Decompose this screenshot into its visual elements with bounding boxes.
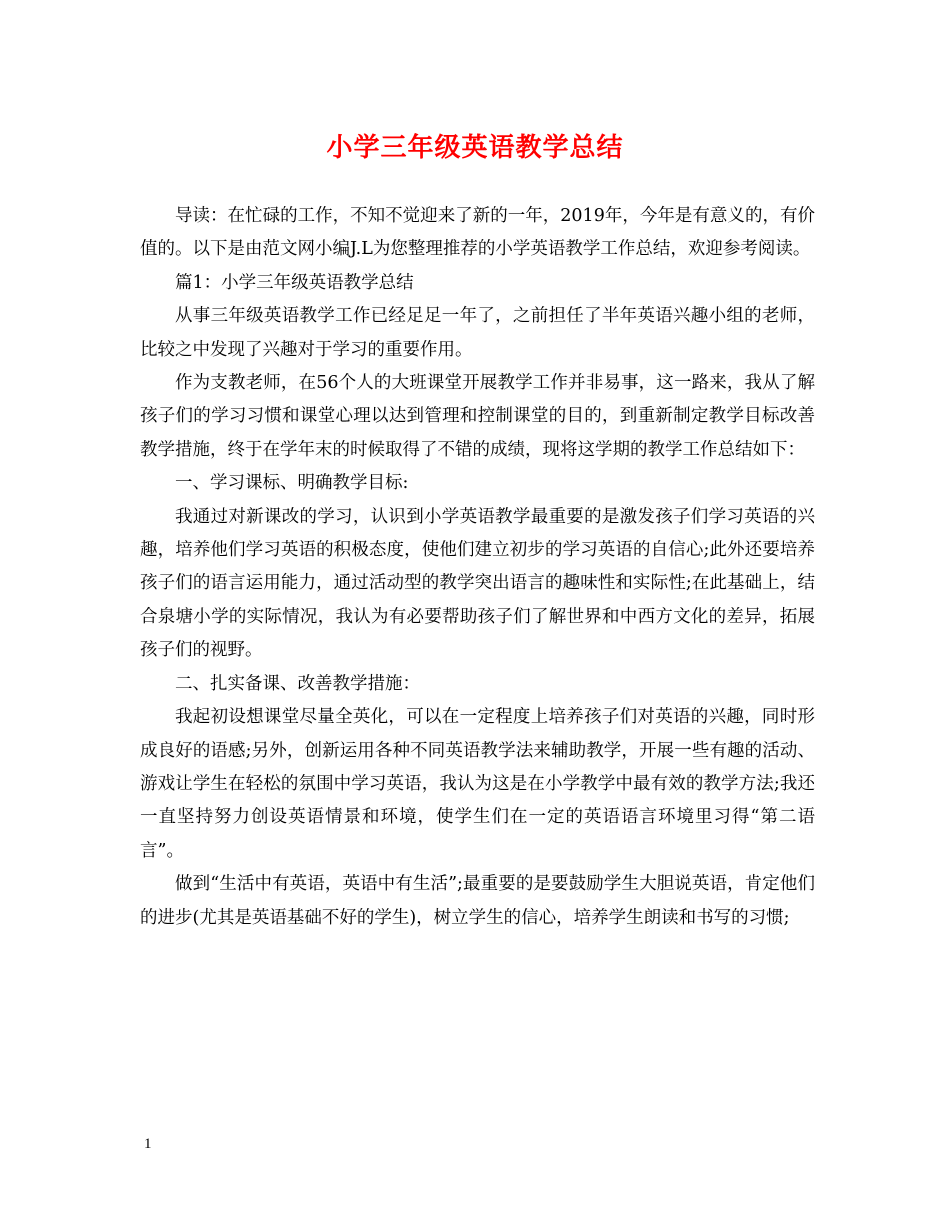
paragraph-chapter-heading: 篇1：小学三年级英语教学总结 <box>175 272 414 293</box>
paragraph-intro: 导读：在忙碌的工作，不知不觉迎来了新的一年，2019年，今年是有意义的，有价值的。以下是由范文网小编J.L为您整理推荐的小学英语教学工作总结，欢迎参考阅读。 <box>140 206 815 260</box>
section-heading-2: 二、扎实备课、改善教学措施： <box>175 673 420 694</box>
section-heading-1: 一、学习课标、明确教学目标: <box>175 473 409 494</box>
paragraph: 我起初设想课堂尽量全英化，可以在一定程度上培养孩子们对英语的兴趣，同时形成良好的语感;另外，创新运用各种不同英语教学法来辅助教学，开展一些有趣的活动、游戏让学生在轻松的氛围中学习英语，我认为这是在小学教学中最有效的教学方法;我还一直坚持努力创设英语情景和环境，使学生们在一定的英语语言环境里习得“第二语言”。 <box>140 707 815 861</box>
paragraph: 从事三年级英语教学工作已经足足一年了，之前担任了半年英语兴趣小组的老师，比较之中发现了兴趣对于学习的重要作用。 <box>140 306 815 360</box>
paragraph: 作为支教老师，在56个人的大班课堂开展教学工作并非易事，这一路来，我从了解孩子们的学习习惯和课堂心理以达到管理和控制课堂的目的，到重新制定教学目标改善教学措施，终于在学年末的时候取得了不错的成绩，现将这学期的教学工作总结如下： <box>140 373 815 460</box>
document-body <box>140 200 815 935</box>
page-number: 1 <box>144 1136 152 1152</box>
document-title: 小学三年级英语教学总结 <box>326 133 624 163</box>
paragraph: 我通过对新课改的学习，认识到小学英语教学最重要的是激发孩子们学习英语的兴趣，培养他们学习英语的积极态度，使他们建立初步的学习英语的自信心;此外还要培养孩子们的语言运用能力，通过活动型的教学突出语言的趣味性和实际性;在此基础上，结合泉塘小学的实际情况，我认为有必要帮助孩子们了解世界和中西方文化的差异，拓展孩子们的视野。 <box>140 506 815 661</box>
paragraph: 做到“生活中有英语，英语中有生活”;最重要的是要鼓励学生大胆说英语，肯定他们的进步(尤其是英语基础不好的学生)，树立学生的信心，培养学生朗读和书写的习惯; <box>140 874 815 928</box>
